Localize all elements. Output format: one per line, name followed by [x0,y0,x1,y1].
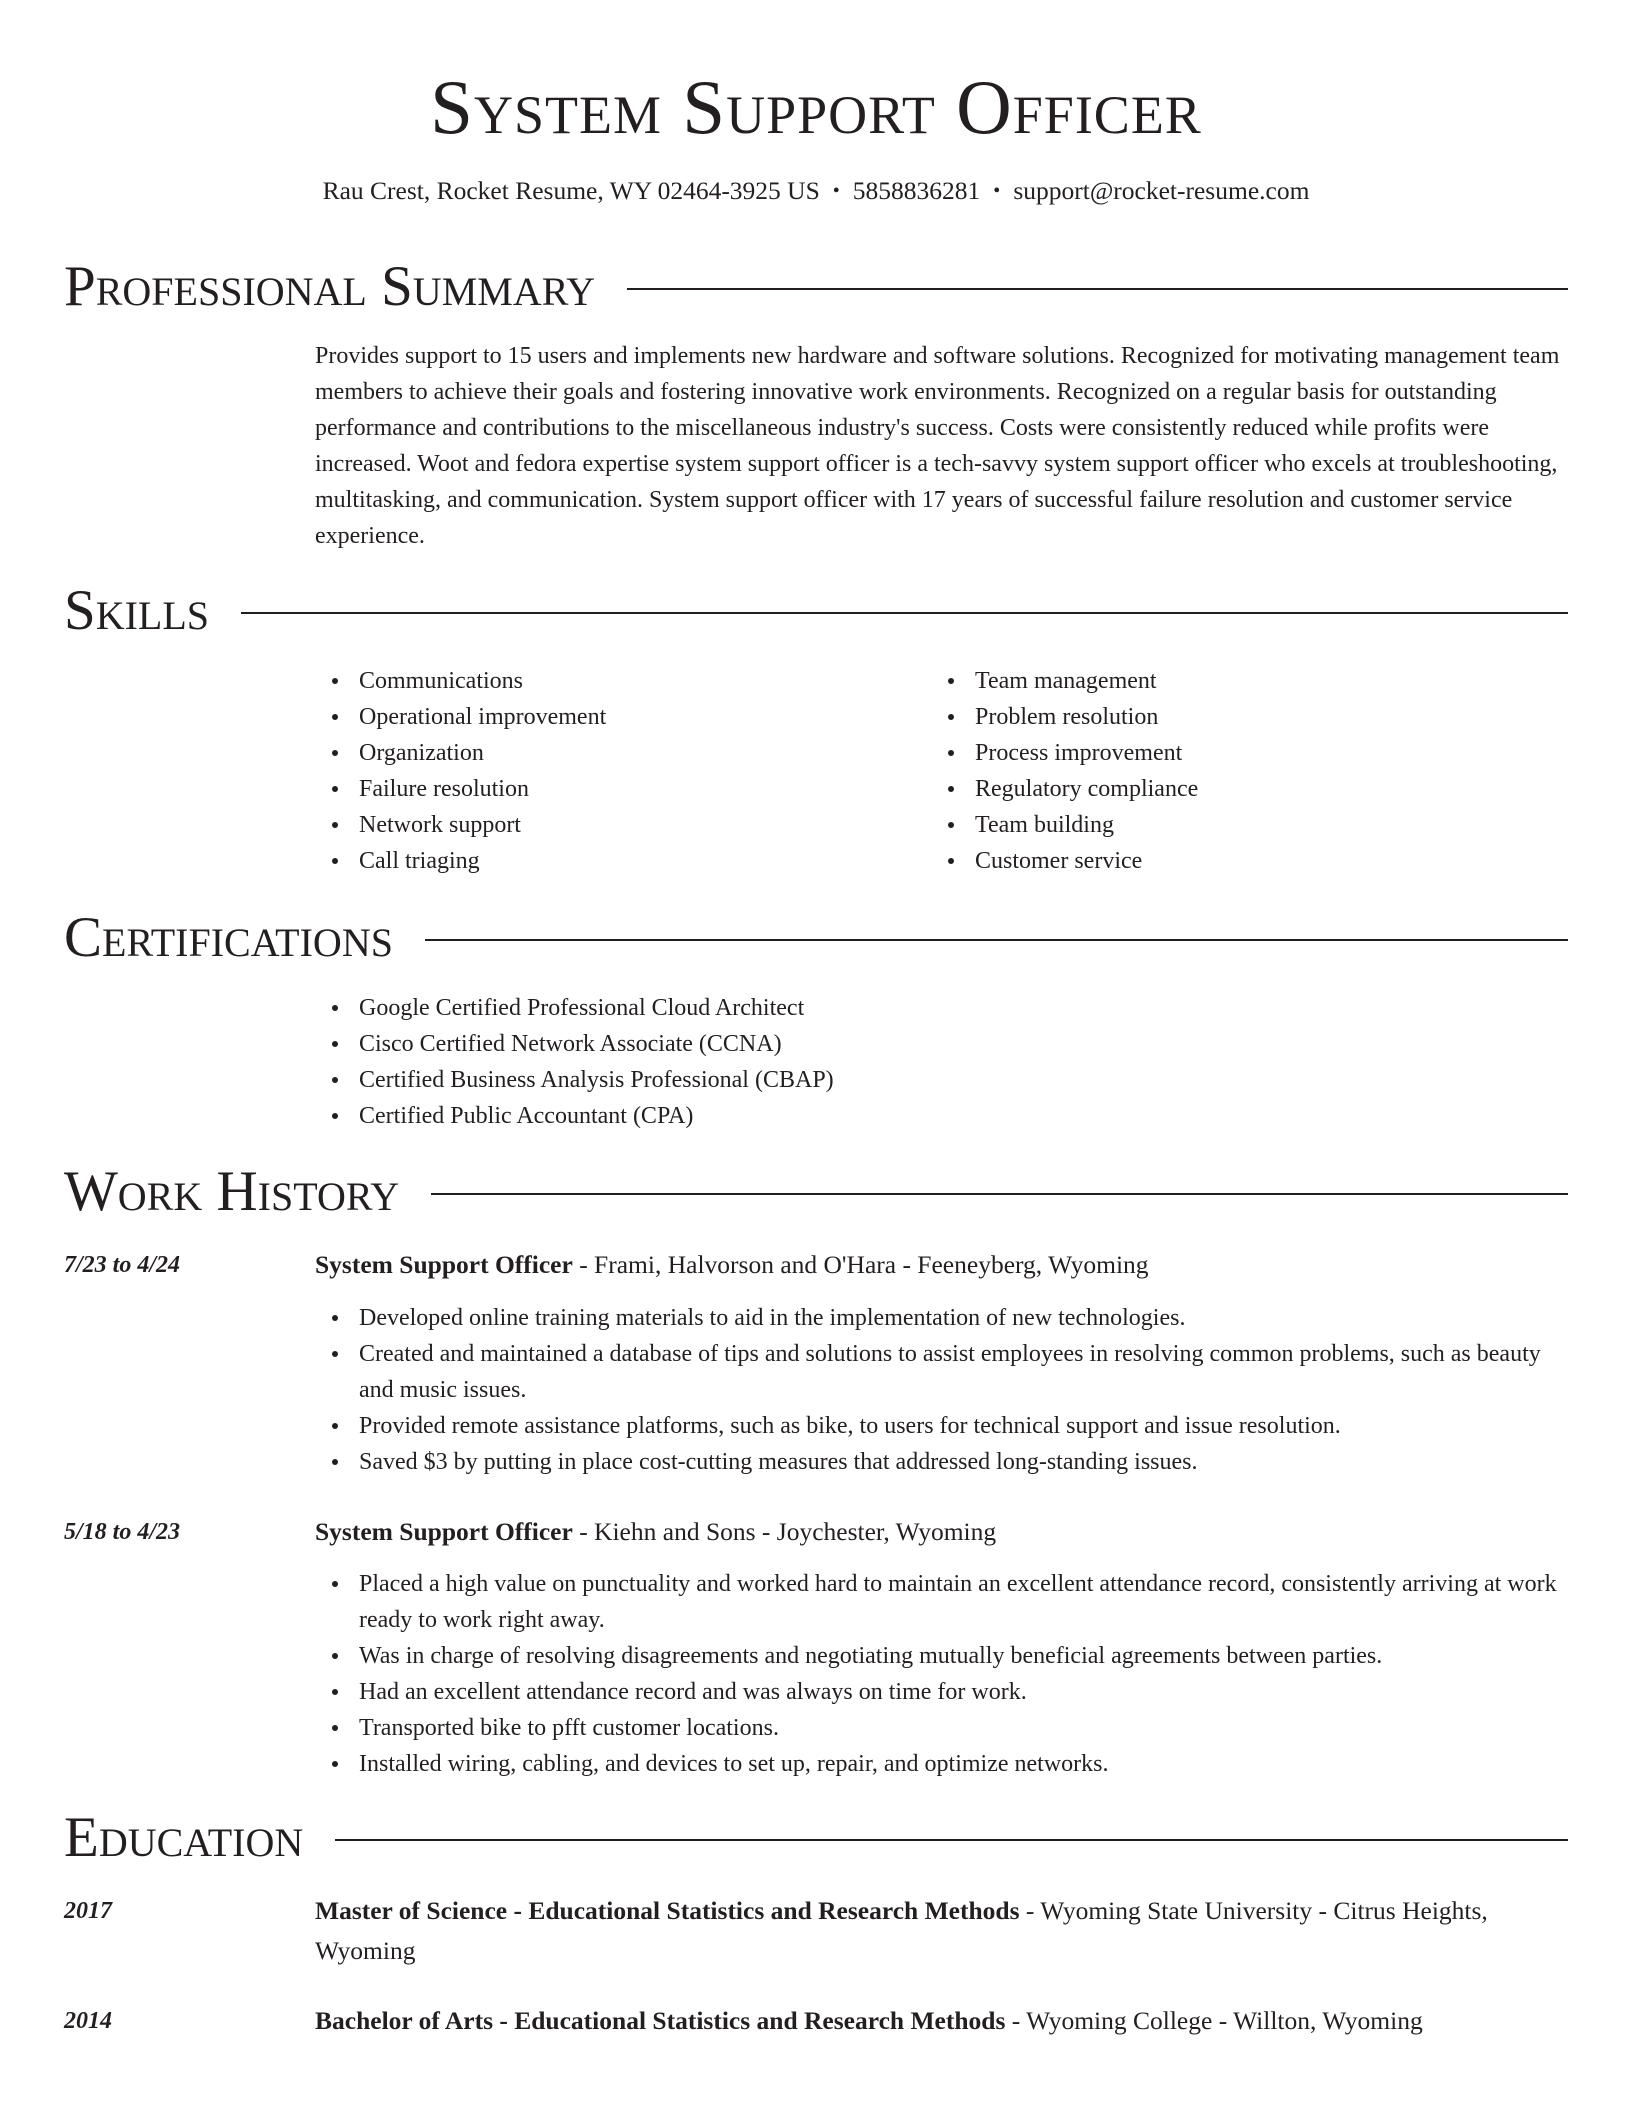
contact-separator: • [993,180,1001,202]
summary-text: Provides support to 15 users and implements new hardware and software solutions. Recognized for motivating management team members to achieve their goals and fostering innovative work environments. Recognized on a regular basis for outstanding performance and contributions to the miscellaneous industry's success. Costs were consistently reduced while profits were increased. Woot and fedora expertise system support officer is a tech-savvy system support officer who excels at troubleshooting, multitasking, and communication. System support officer with 17 years of successful failure resolution and customer service experience. [315,343,1560,549]
job-bullet: Installed wiring, cabling, and devices to set up, repair, and optimize networks. [315,1746,1570,1782]
job-bullet: Developed online training materials to aid in the implementation of new technologies. [315,1300,1570,1336]
job-dates: 5/18 to 4/23 [64,1519,181,1545]
education-degree: Master of Science - Educational Statistics and Research Methods [315,1896,1020,1925]
skill-item: Failure resolution [315,771,915,807]
section-divider [335,1839,1568,1841]
education-heading [315,1891,1570,1971]
job-bullet: Created and maintained a database of tips and solutions to assist employees in resolving common problems, such as beauty and music issues. [315,1336,1570,1408]
job-bullet: Was in charge of resolving disagreements and negotiating mutually beneficial agreements between parties. [315,1638,1570,1674]
job-bullet: Saved $3 by putting in place cost-cutting measures that addressed long-standing issues. [315,1444,1570,1480]
education-details: - Wyoming College - Willton, Wyoming [1005,2006,1423,2035]
section-divider [425,939,1568,941]
job-heading [315,1245,1570,1285]
skill-item: Regulatory compliance [931,771,1531,807]
section-divider [627,288,1568,290]
job-bullets [315,1300,1570,1480]
resume-name-title: System Support Officer [430,64,1202,150]
skills-section-header [64,576,1568,646]
section-title-summary: Professional Summary [64,255,596,318]
section-title-education: Education [64,1806,304,1869]
skill-item: Communications [315,663,915,699]
skills-column-left [315,663,915,879]
education-degree: Bachelor of Arts - Educational Statistics and Research Methods [315,2006,1006,2035]
certification-item: Certified Business Analysis Professional (CBAP) [315,1062,1315,1098]
skills-column-right [931,663,1531,879]
job-bullet: Provided remote assistance platforms, such as bike, to users for technical support and issue resolution. [315,1408,1570,1444]
section-title-work-history: Work History [64,1160,400,1223]
contact-email: support@rocket-resume.com [1013,176,1310,205]
job-details: - Frami, Halvorson and O'Hara - Feeneyberg, Wyoming [572,1250,1149,1279]
summary-section-header [64,252,1568,322]
education-details: - Wyoming State University - Citrus Heights, Wyoming [315,1896,1488,1965]
certification-item: Certified Public Accountant (CPA) [315,1098,1315,1134]
skill-item: Network support [315,807,915,843]
contact-address: Rau Crest, Rocket Resume, WY 02464-3925 US [322,176,820,205]
certifications-section-header [64,903,1568,973]
skill-item: Organization [315,735,915,771]
skill-item: Call triaging [315,843,915,879]
certification-item: Cisco Certified Network Associate (CCNA) [315,1026,1315,1062]
job-bullet: Had an excellent attendance record and was always on time for work. [315,1674,1570,1710]
job-role: System Support Officer [315,1250,573,1279]
contact-line [0,174,1632,208]
job-heading [315,1512,1570,1552]
certifications-list [315,990,1315,1134]
skill-item: Process improvement [931,735,1531,771]
section-divider [241,612,1568,614]
skill-item: Team management [931,663,1531,699]
job-details: - Kiehn and Sons - Joychester, Wyoming [572,1517,997,1546]
certification-item: Google Certified Professional Cloud Architect [315,990,1315,1026]
contact-separator: • [832,180,840,202]
skill-item: Operational improvement [315,699,915,735]
job-bullet: Transported bike to pfft customer locations. [315,1710,1570,1746]
job-dates: 7/23 to 4/24 [64,1252,181,1278]
education-section-header [64,1803,1568,1873]
job-role: System Support Officer [315,1517,573,1546]
skill-item: Team building [931,807,1531,843]
job-bullet: Placed a high value on punctuality and worked hard to maintain an excellent attendance record, consistently arriving at work ready to work right away. [315,1566,1570,1638]
skill-item: Problem resolution [931,699,1531,735]
section-title-certifications: Certifications [64,906,393,969]
section-divider [431,1193,1568,1195]
job-bullets [315,1566,1570,1782]
section-title-skills: Skills [64,579,210,642]
contact-phone: 5858836281 [852,176,981,205]
education-year: 2014 [64,2008,112,2034]
skill-item: Customer service [931,843,1531,879]
education-year: 2017 [64,1898,112,1924]
education-heading [315,2001,1570,2041]
work-history-section-header [64,1157,1568,1227]
